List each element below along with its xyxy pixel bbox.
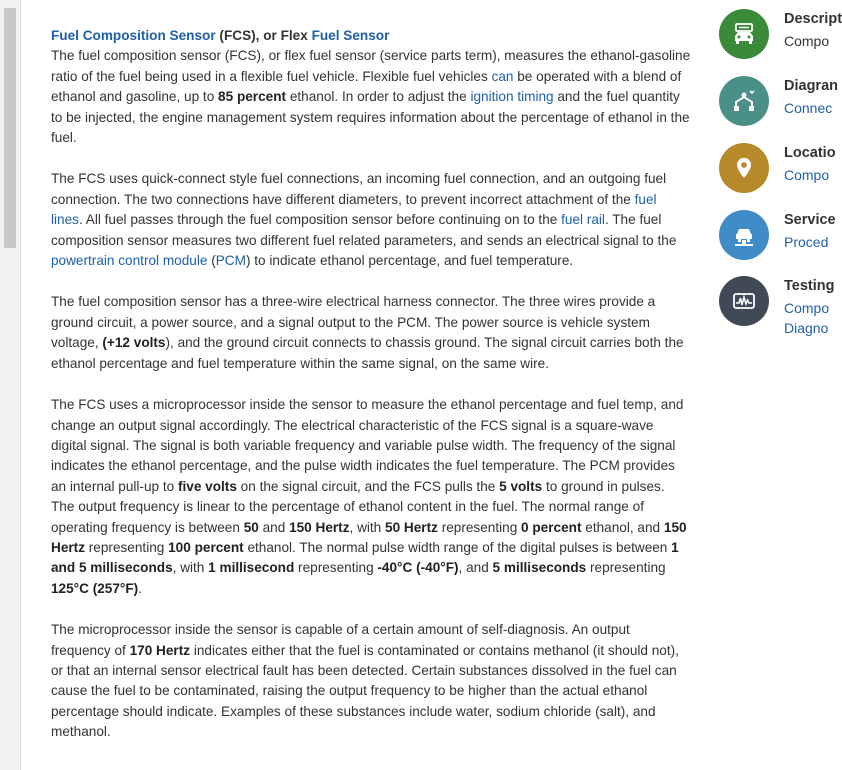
sidebar-item-testing[interactable] <box>719 276 835 340</box>
bold: 150 Hertz <box>51 519 687 555</box>
text: representing <box>437 519 522 535</box>
sidebar <box>719 0 842 770</box>
text: ), and the ground circuit connects to chassis ground. The signal circuit carries both the ethanol percentage and fuel temperature within the same signal, on the same wire. <box>51 335 684 371</box>
text: representing <box>586 560 666 576</box>
text: representing <box>294 560 378 576</box>
text: ethanol, and <box>581 519 664 535</box>
heading-flex-sensor: Fuel Sensor <box>311 28 390 43</box>
bold: 0 percent <box>521 519 582 535</box>
text: ethanol. The normal pulse width range of the digital pulses is between <box>243 539 672 555</box>
car-icon[interactable] <box>719 9 769 59</box>
location-pin-icon[interactable] <box>719 143 769 193</box>
link-fuel-rail[interactable]: fuel rail <box>561 212 605 228</box>
sidebar-item-description[interactable] <box>719 9 842 65</box>
text: The microprocessor inside the sensor is capable of a certain amount of self-diagnosis. An output frequency of <box>51 622 630 658</box>
text: indicates either that the fuel is contaminated or contains methanol (it should not), or that an internal sensor electrical fault has been detected. Certain substances dissolved in the fuel can cause the fuel to be contaminated, raising the output frequency to be higher than the actual ethanol percentage should indicate. Examples of these substances include water, sodium chloride (salt), and methanol. <box>51 642 679 740</box>
scrollbar-thumb[interactable] <box>4 8 16 248</box>
text: to ground in pulses. The output frequency is linear to the percentage of ethanol content in the fuel. The normal range of operating frequency is between <box>51 478 665 535</box>
paragraph-2 <box>51 169 691 271</box>
bold: 1 and 5 milliseconds <box>51 539 679 576</box>
sidebar-item-location[interactable] <box>719 143 836 199</box>
bold: 5 milliseconds <box>492 560 587 576</box>
sidebar-title: Descript <box>784 11 842 27</box>
text: , and <box>458 560 493 576</box>
bold: -40°C (-40°F) <box>377 560 459 576</box>
content-border <box>20 0 21 770</box>
bold-85-percent: 85 percent <box>218 89 287 105</box>
text: . <box>138 580 142 596</box>
text: ) to indicate ethanol percentage, and fuel temperature. <box>245 253 574 269</box>
text: be operated with a blend of ethanol and gasoline, up to <box>51 68 682 105</box>
text: , with <box>172 560 209 576</box>
text: on the signal circuit, and the FCS pulls the <box>236 478 500 494</box>
bold-12-volts: (+12 volts <box>102 335 166 351</box>
text: The FCS uses a microprocessor inside the sensor to measure the ethanol percentage and fuel temp, and change an output signal accordingly. The electrical characteristic of the FCS signal is a square-wave digital signal. The signal is both variable frequency and variable pulse width. The frequency of the signal indicates the ethanol percentage, and the pulse width indicates the fuel temperature. The PCM provides an internal pull-up to <box>51 397 684 494</box>
text: The fuel composition sensor (FCS), or flex fuel sensor (service parts term), measures the ethanol-gasoline ratio of the fuel being used in a flexible fuel vehicle. Flexible fuel vehicles <box>51 48 691 84</box>
text: The FCS uses quick-connect style fuel connections, an incoming fuel connection, and an outgoing fuel connection. The two connections have different diameters, to prevent incorrect attachment of the <box>51 171 667 207</box>
waveform-icon[interactable] <box>719 276 769 326</box>
bold: 50 <box>243 519 259 535</box>
paragraph-3 <box>51 292 691 374</box>
link-ignition-timing[interactable]: ignition timing <box>470 89 554 105</box>
bold: five volts <box>177 478 237 494</box>
link-pcm[interactable]: PCM <box>215 253 246 269</box>
sidebar-title: Locatio <box>784 145 836 161</box>
text: and <box>258 519 290 535</box>
link-pcm-full[interactable]: powertrain control module <box>51 253 208 269</box>
article-heading <box>51 26 691 46</box>
sidebar-link[interactable]: Diagno <box>784 320 829 336</box>
bold: 50 Hertz <box>385 519 438 535</box>
text: and the fuel quantity to be injected, the engine management system requires information about the percentage of ethanol in the fuel. <box>51 89 690 146</box>
heading-text: (FCS), or Flex <box>215 28 312 43</box>
heading-fcs: Fuel Composition Sensor <box>51 28 216 43</box>
link-can[interactable]: can <box>491 68 514 84</box>
sidebar-item-service[interactable] <box>719 210 836 266</box>
text: The fuel composition sensor has a three-wire electrical harness connector. The three wires provide a ground circuit, a power source, and a signal output to the PCM. The power source is vehicle system voltage, <box>51 294 656 351</box>
link-fuel-lines[interactable]: fuel lines <box>51 191 657 228</box>
bold: 5 volts <box>499 478 543 494</box>
bold: 150 Hertz <box>289 519 350 535</box>
bold: 1 millisecond <box>208 560 295 576</box>
connector-diagram-icon[interactable] <box>719 76 769 126</box>
text: . All fuel passes through the fuel composition sensor before continuing on to the <box>78 212 562 228</box>
service-lift-icon[interactable] <box>719 210 769 260</box>
bold: 100 percent <box>168 539 244 555</box>
scrollbar-track[interactable] <box>0 0 20 770</box>
paragraph-1 <box>51 46 691 148</box>
text: ethanol. In order to adjust the <box>286 89 471 105</box>
text: , with <box>349 519 386 535</box>
sidebar-title: Diagran <box>784 78 838 94</box>
text: ( <box>207 253 216 269</box>
sidebar-item-diagrams[interactable] <box>719 76 838 132</box>
sidebar-link[interactable]: Compo <box>784 167 830 183</box>
sidebar-link[interactable]: Compo <box>784 300 830 316</box>
text: . The fuel composition sensor measures two different fuel related parameters, and sends an electrical signal to the <box>51 212 677 248</box>
sidebar-link[interactable]: Connec <box>784 100 833 116</box>
paragraph-5 <box>51 620 691 742</box>
article-body <box>51 26 691 764</box>
bold-170-hertz: 170 Hertz <box>129 642 191 658</box>
sidebar-link[interactable]: Proced <box>784 234 829 250</box>
sidebar-title: Service <box>784 212 836 228</box>
text: representing <box>85 539 169 555</box>
sidebar-title: Testing <box>784 278 835 294</box>
paragraph-4 <box>51 395 691 599</box>
sidebar-subtitle: Compo <box>784 33 830 49</box>
bold: 125°C (257°F) <box>51 580 139 596</box>
